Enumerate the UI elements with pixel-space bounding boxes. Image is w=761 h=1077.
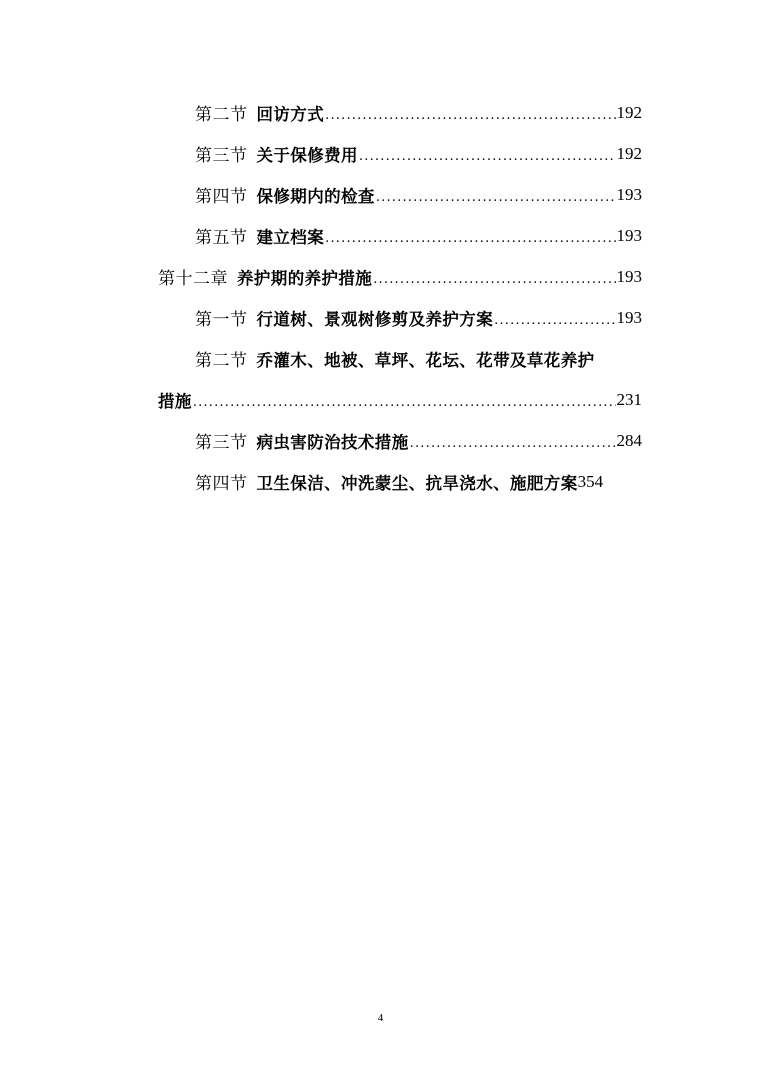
dot-leader bbox=[373, 272, 615, 287]
dot-leader bbox=[325, 108, 615, 123]
toc-entry-continuation[interactable] bbox=[158, 379, 642, 420]
dot-leader bbox=[359, 149, 616, 164]
dot-leader bbox=[325, 231, 615, 246]
table-of-contents bbox=[158, 92, 642, 502]
toc-entry[interactable] bbox=[158, 92, 642, 133]
toc-entry-title: 保修期内的检查 bbox=[256, 186, 375, 206]
toc-entry-label: 第三节 bbox=[195, 146, 248, 166]
toc-entry-label: 第四节 bbox=[195, 474, 248, 494]
toc-entry-label: 第一节 bbox=[195, 310, 248, 330]
toc-entry[interactable] bbox=[158, 297, 642, 338]
toc-entry-title: 养护期的养护措施 bbox=[237, 268, 373, 288]
toc-entry-page: 193 bbox=[616, 225, 642, 245]
dot-leader bbox=[193, 395, 616, 410]
dot-leader bbox=[410, 436, 616, 451]
toc-entry-label: 第四节 bbox=[195, 187, 248, 207]
dot-leader bbox=[494, 313, 615, 328]
toc-entry-title: 建立档案 bbox=[256, 227, 325, 247]
toc-entry-page: 284 bbox=[616, 430, 642, 450]
toc-entry-page: 192 bbox=[616, 143, 642, 163]
toc-entry-label: 第二节 bbox=[195, 351, 248, 371]
toc-entry-title: 关于保修费用 bbox=[256, 145, 358, 165]
toc-entry-label: 第二节 bbox=[195, 105, 248, 125]
toc-entry[interactable] bbox=[158, 174, 642, 215]
toc-entry-title: 回访方式 bbox=[256, 104, 325, 124]
toc-entry-page: 231 bbox=[616, 389, 642, 409]
toc-entry-page: 193 bbox=[616, 307, 642, 327]
toc-entry[interactable] bbox=[158, 461, 642, 502]
toc-chapter-entry[interactable] bbox=[158, 256, 642, 297]
toc-entry[interactable] bbox=[158, 338, 642, 379]
dot-leader bbox=[376, 190, 616, 205]
toc-entry[interactable] bbox=[158, 215, 642, 256]
toc-entry-title-continuation: 措施 bbox=[158, 391, 192, 411]
toc-entry[interactable] bbox=[158, 420, 642, 461]
toc-entry-title: 病虫害防治技术措施 bbox=[256, 432, 409, 452]
toc-entry-page: 193 bbox=[616, 266, 642, 286]
toc-entry-label: 第三节 bbox=[195, 433, 248, 453]
toc-entry-label: 第五节 bbox=[195, 228, 248, 248]
toc-entry-title: 卫生保洁、冲洗蒙尘、抗旱浇水、施肥方案 bbox=[256, 473, 578, 493]
toc-entry-title: 乔灌木、地被、草坪、花坛、花带及草花养护 bbox=[256, 350, 595, 370]
toc-entry-label: 第十二章 bbox=[158, 269, 228, 289]
page-number: 4 bbox=[377, 1012, 384, 1024]
toc-entry-title: 行道树、景观树修剪及养护方案 bbox=[256, 309, 494, 329]
toc-entry-page: 354 bbox=[577, 471, 604, 491]
toc-entry-page: 193 bbox=[616, 184, 642, 204]
toc-entry[interactable] bbox=[158, 133, 642, 174]
toc-entry-page: 192 bbox=[616, 102, 642, 122]
